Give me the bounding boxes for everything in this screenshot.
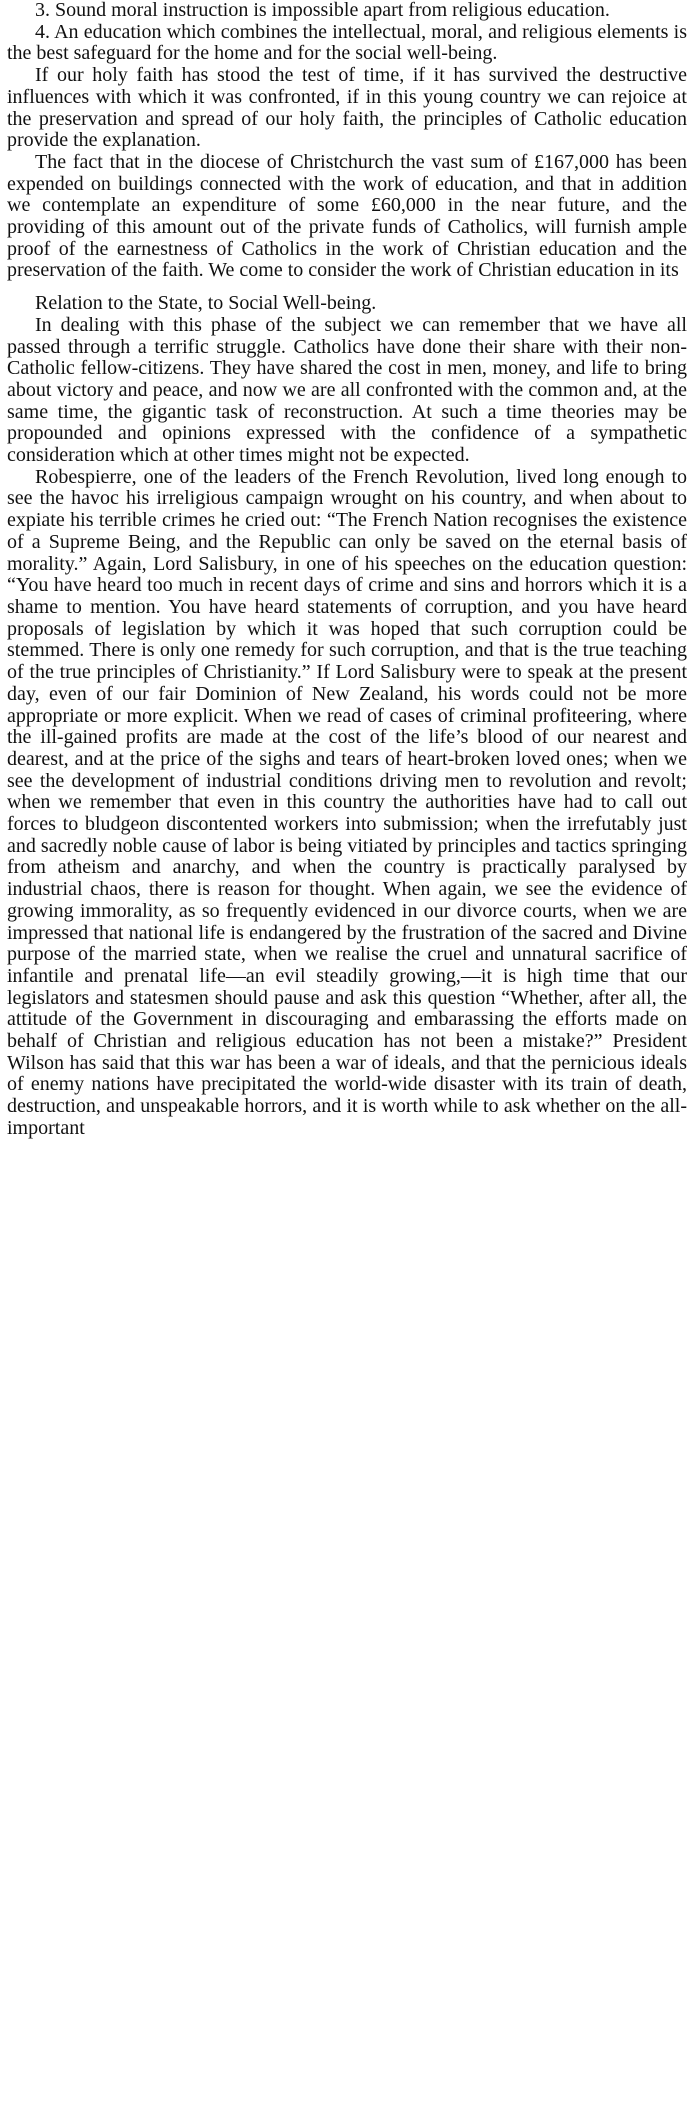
newspaper-column — [7, 0, 687, 2103]
numbered-point-4: 4. An education which combines the intellectual, moral, and religious elements is the best safeguard for the home and for the social well-being. — [7, 20, 687, 65]
section-heading: Relation to the State, to Social Well-being. — [35, 292, 377, 315]
numbered-point-3: 3. Sound moral instruction is impossible apart from religious education. — [35, 0, 610, 21]
body-paragraph-christchurch-expenditure: The fact that in the diocese of Christchurch the vast sum of £167,000 has been expended on buildings connected with the work of education, and that in addition we contemplate an expenditure of some £60,000 in the near future, and the providing of this amount out of the private funds of Catholics, will furnish ample proof of the earnestness of Catholics in the work of Christian education and the preservation of the faith. We come to consider the work of Christian education in its — [7, 150, 687, 282]
body-paragraph-terrific-struggle: In dealing with this phase of the subject we can remember that we have all passed through a terrific struggle. Catholics have done their share with their non-Catholic fellow-citizens. They have shared the cost in men, money, and life to bring about victory and peace, and now we are all confronted with the common and, at the same time, the gigantic task of reconstruction. At such a time theories may be propounded and opinions expressed with the confidence of a sympathetic consideration which at other times might not be expected. — [7, 313, 687, 467]
body-paragraph-robespierre: Robespierre, one of the leaders of the French Revolution, lived long enough to see the havoc his irreligious campaign wrought on his country, and when about to expiate his terrible crimes he cried out: “The French Nation recognises the existence of a Supreme Being, and the Republic can only be saved on the eternal basis of morality.” Again, Lord Salisbury, in one of his speeches on the education question: “You have heard too much in recent days of crime and sins and horrors which it is a shame to mention. You have heard statements of corruption, and you have heard proposals of legislation by which it was hoped that such corruption could be stemmed. There is only one remedy for such corruption, and that is the true teaching of the true principles of Christianity.” If Lord Salisbury were to speak at the present day, even of our fair Dominion of New Zealand, his words could not be more appropriate or more explicit. When we read of cases of criminal profiteering, where the ill-gained profits are made at the cost of the life’s blood of our nearest and dearest, and at the price of the sighs and tears of heart-broken loved ones; when we see the development of industrial conditions driving men to revolution and revolt; when we remember that even in this country the authorities have had to call out forces to bludgeon discontented workers into submission; when the irrefutably just and sacredly noble cause of labor is being vitiated by principles and tactics springing from atheism and anarchy, and when the country is practically paralysed by industrial chaos, there is reason for thought. When again, we see the evidence of growing immorality, as so frequently evidenced in our divorce courts, when we are impressed that national life is endangered by the frustration of the sacred and Divine purpose of the married state, when we realise the cruel and unnatural sacrifice of infantile and prenatal life—an evil steadily growing,—it is high time that our legislators and statesmen should pause and ask this question “Whether, after all, the attitude of the Government in discouraging and embarassing the efforts made on behalf of Christian and religious education has not been a mistake?” President Wilson has said that this war has been a war of ideals, and that the pernicious ideals of enemy nations have precipitated the world-wide disaster with its train of death, destruction, and unspeakable horrors, and it is worth while to ask whether on the all-important — [7, 465, 687, 1139]
body-paragraph-holy-faith: If our holy faith has stood the test of time, if it has survived the destructive influences with which it was confronted, if in this young country we can rejoice at the preservation and spread of our holy faith, the principles of Catholic education provide the explanation. — [7, 64, 687, 152]
